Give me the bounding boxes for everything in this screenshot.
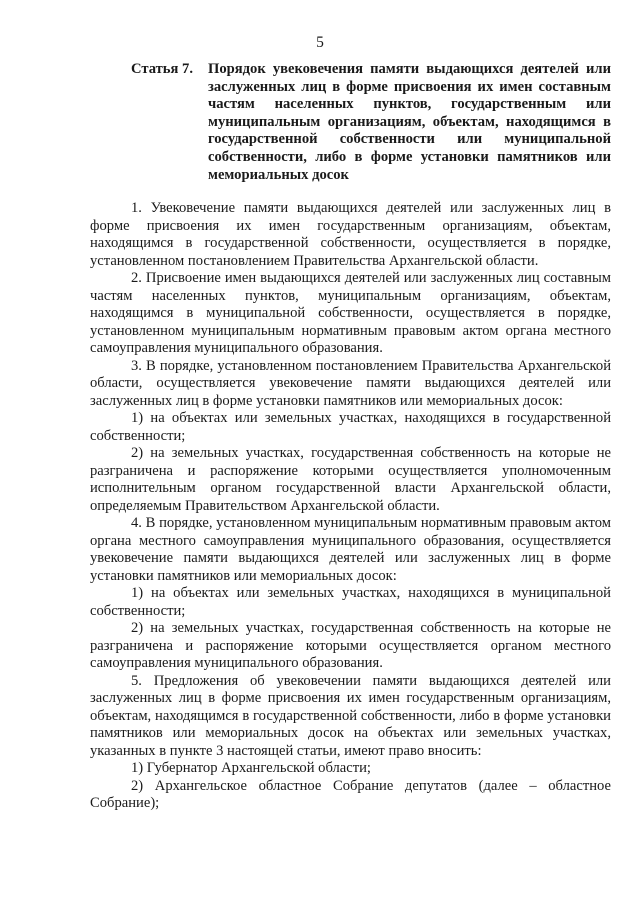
paragraph-5-item-1: 1) Губернатор Архангельской области; <box>131 760 371 776</box>
article-body <box>90 200 611 813</box>
paragraph-2: 2. Присвоение имен выдающихся деятелей или заслуженных лиц составным частям населенных пунктов, муниципальным организациям, объектам, находящимся в муниципальной собственности, осуществляется в порядке, установленном муниципальным нормативным правовым актом органа местного самоуправления муниципального образования. <box>90 270 611 356</box>
paragraph-4-item-1: 1) на объектах или земельных участках, находящихся в муниципальной собственности; <box>90 585 611 619</box>
page-number: 5 <box>316 34 324 51</box>
paragraph-3: 3. В порядке, установленном постановлением Правительства Архангельской области, осуществляется увековечение памяти выдающихся деятелей или заслуженных лиц в форме установки памятников или мемориальных досок: <box>90 357 611 409</box>
paragraph-3-item-1: 1) на объектах или земельных участках, находящихся в государственной собственности; <box>90 410 611 444</box>
article-number: Статья 7. <box>131 61 193 77</box>
paragraph-4: 4. В порядке, установленном муниципальным нормативным правовым актом органа местного самоуправления муниципального образования, осуществляется увековечение памяти выдающихся деятелей или заслуженных лиц в форме установки памятников или мемориальных досок: <box>90 515 611 584</box>
paragraph-5-item-2: 2) Архангельское областное Собрание депутатов (далее – областное Собрание); <box>90 777 611 811</box>
article-heading <box>131 61 611 184</box>
paragraph-5: 5. Предложения об увековечении памяти выдающихся деятелей или заслуженных лиц в форме присвоения их имен государственным организациям, объектам, находящимся в государственной собственности, либо в форме установки памятников или мемориальных досок на объектах или земельных участках, указанных в пункте 3 настоящей статьи, имеют право вносить: <box>90 672 611 759</box>
article-title: Порядок увековечения памяти выдающихся деятелей или заслуженных лиц в форме присвоения их имен составным частям населенных пунктов, государственным или муниципальным организациям, объектам, находящимся в государственной собственности или муниципальной собственности, либо в форме установки памятников или мемориальных досок <box>208 61 611 183</box>
paragraph-4-item-2: 2) на земельных участках, государственная собственность на которые не разграничена и распоряжение которыми осуществляется органом местного самоуправления муниципального образования. <box>90 620 611 671</box>
paragraph-1: 1. Увековечение памяти выдающихся деятелей или заслуженных лиц в форме присвоения их имен государственным организациям, объектам, находящимся в государственной собственности, осуществляется в порядке, установленном постановлением Правительства Архангельской области. <box>90 200 611 269</box>
paragraph-3-item-2: 2) на земельных участках, государственная собственность на которые не разграничена и распоряжение которыми осуществляется уполномоченным исполнительным органом государственной власти Архангельской области, определяемым Правительством Архангельской области. <box>90 445 611 514</box>
